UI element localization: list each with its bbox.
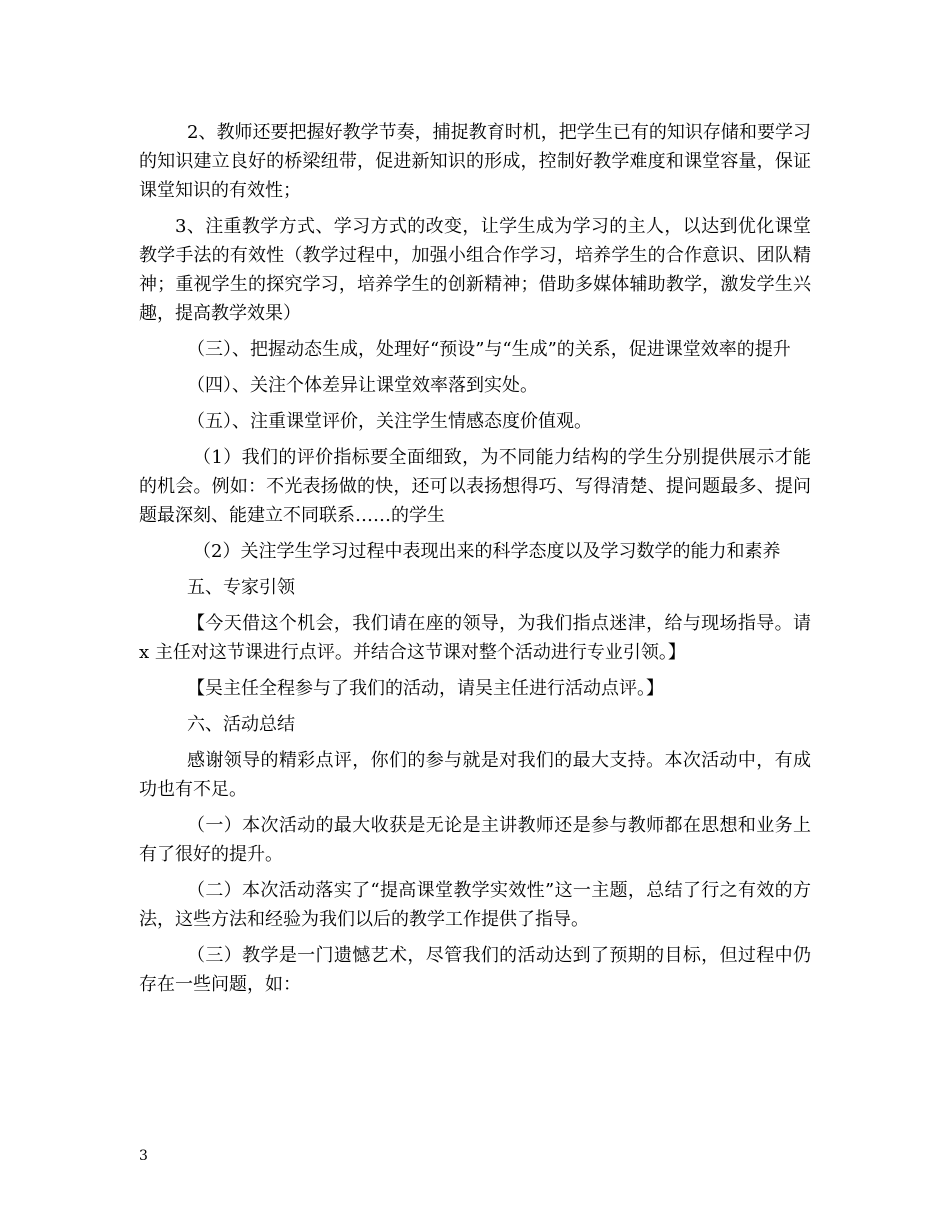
paragraph-summary-2: （二）本次活动落实了“提高课堂教学实效性”这一主题，总结了行之有效的方法，这些方法和经验为我们以后的教学工作提供了指导。 xyxy=(139,880,811,930)
paragraph-summary-3: （三）教学是一门遗憾艺术，尽管我们的活动达到了预期的目标，但过程中仍存在一些问题，如： xyxy=(139,945,811,995)
page-body xyxy=(139,118,811,1006)
paragraph-section-3: （三）、把握动态生成，处理好“预设”与“生成”的关系，促进课堂效率的提升 xyxy=(187,339,791,360)
paragraph-thanks: 感谢领导的精彩点评，你们的参与就是对我们的最大支持。本次活动中，有成功也有不足。 xyxy=(139,750,811,800)
paragraph-item-2: 2、教师还要把握好教学节奏，捕捉教育时机，把学生已有的知识存储和要学习的知识建立良好的桥梁纽带，促进新知识的形成，控制好教学难度和课堂容量，保证课堂知识的有效性； xyxy=(139,122,811,201)
paragraph-section-4: （四）、关注个体差异让课堂效率落到实处。 xyxy=(187,375,538,396)
paragraph-bracket-note-2: 【吴主任全程参与了我们的活动，请吴主任进行活动点评。】 xyxy=(187,678,664,699)
paragraph-bracket-note-1: 【今天借这个机会，我们请在座的领导，为我们指点迷津，给与现场指导。请 x 主任对这节课进行点评。并结合这节课对整个活动进行专业引领。】 xyxy=(139,613,811,663)
page-number: 3 xyxy=(139,1148,148,1164)
heading-activity-summary: 六、活动总结 xyxy=(187,714,295,735)
paragraph-sub-1: （1）我们的评价指标要全面细致，为不同能力结构的学生分别提供展示才能的机会。例如：不光表扬做的快，还可以表扬想得巧、写得清楚、提问题最多、提问题最深刻、能建立不同联系……的学生 xyxy=(139,447,811,526)
paragraph-summary-1: （一）本次活动的最大收获是无论是主讲教师还是参与教师都在思想和业务上有了很好的提升。 xyxy=(139,815,811,865)
heading-expert-guidance: 五、专家引领 xyxy=(187,577,295,598)
paragraph-section-5: （五）、注重课堂评价，关注学生情感态度价值观。 xyxy=(187,411,592,432)
paragraph-item-3: 3、注重教学方式、学习方式的改变，让学生成为学习的主人，以达到优化课堂教学手法的有效性（教学过程中，加强小组合作学习，培养学生的合作意识、团队精神；重视学生的探究学习，培养学生的创新精神；借助多媒体辅助教学，激发学生兴趣，提高教学效果） xyxy=(139,216,811,324)
paragraph-sub-2: （2）关注学生学习过程中表现出来的科学态度以及学习数学的能力和素养 xyxy=(193,541,781,562)
